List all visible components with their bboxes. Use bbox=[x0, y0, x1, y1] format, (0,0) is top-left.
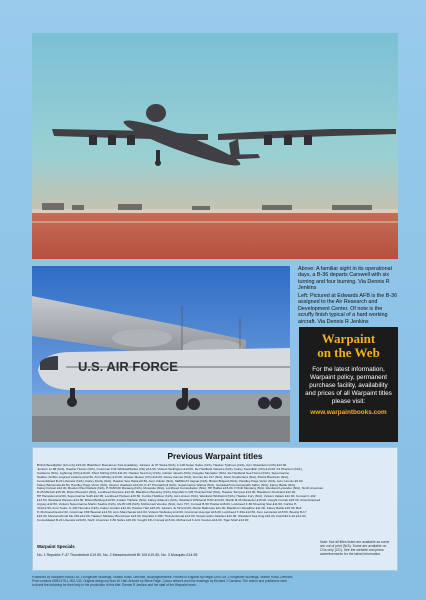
footer-line: Published by Warpaint Books Ltd, 3 Kingfisher Buildings, Station Road, Denham, Buckinghamshire. Printed in England by Regal Litho Ltd, 3 Kingfisher Buildings, Station Road, Denham bbox=[32, 576, 293, 579]
promo-title-line1: Warpaint bbox=[321, 331, 376, 346]
titles-line: Consolidated B-24 Liberator (N/A), Fairey Firefly (N/A), Hawker Sea Hawk £9.50, Avro Vulcan (N/A), SEPECAT Jaguar (N/A), Bristol Brigand (N/A), Handley Page Victor (N/A), Avro Lincoln £9.00, bbox=[37, 478, 304, 483]
publisher-footer bbox=[32, 576, 398, 594]
usaf-fuselage-marking: U.S. AIR FORCE bbox=[78, 359, 178, 374]
titles-line: £14.50, Westland Wessex £14.50, Bristol Bulldog £10.50, Fokker Triplane (N/A), Fairey Albacore (N/A), Westland Whirlwind HAR £13.00, Martin B-26 Marauder £15.00, Vought Corsair £15.00, Airco/Airspeed bbox=[37, 498, 321, 503]
previous-titles-heading: Previous Warpaint titles bbox=[167, 451, 263, 461]
b36-ground-image bbox=[32, 266, 290, 442]
previous-titles-list bbox=[37, 464, 393, 539]
warpaint-web-promo bbox=[299, 327, 398, 442]
titles-line: HP Hampden £12.00, Supermarine Swift £12.00, Lockheed Hudson £16.50, Curtiss Helldiver (N/A), Avro Anson (N/A), Westland Whirlwind (N/A), Hawker Fury (N/A), Vickers Valiant £12.00, Convair F-102 bbox=[37, 494, 316, 499]
promo-body: For the latest information, Warpaint policy, permanent purchase facility, availability and prices of all Warpaint titles please visit: bbox=[305, 366, 392, 405]
titles-line: Argosy £12.50, Vickers Supermarine Martin Seafire (N/A), Me Bf 109 (N/A), McDonnell Voodoo (N/A), Avro 707, Convair B-58 Hustler £16.00, Lockheed F-80 Shooting Star £11.50, Curtiss P- bbox=[37, 502, 298, 507]
availability-note: Note: Not all titles listed are available as some are out of print (N/A). Some are available on CDs only (CD). See the website and press advertisements for the latest information. bbox=[320, 540, 390, 557]
promo-url-link[interactable]: www.warpaintbooks.com bbox=[310, 409, 387, 416]
b36-takeoff-image bbox=[32, 33, 398, 259]
caption-left-photo: Left: Pictured at Edwards AFB is the B-36 assigned to the Air Research and Development Center. Of note is the scruffy finish typical of a hard working aircraft. Via Dennis R Jenkins bbox=[298, 293, 398, 325]
titles-line: Seafire (Griffon engined variants) £12.00, Avro Whitley £13.00, Gloster Meteor (CD) £16.00, Fairey Gannet (N/A), Dornier Do 217 (N/A), Short Sunderland (N/A), Bristol Blenheim (N/A), bbox=[37, 474, 289, 479]
titles-line: Fairey Barracuda £9.50, Handley Page Victor (N/A), Gloster Gladiator £13.00, P-47 Thunderbolt (N/A), Supermarine Walrus (N/A), Canadair/Commonwealth Sabre (N/A), Fairey Battle (N/A), bbox=[37, 482, 297, 487]
caption-top-photo: Above: A familiar sight in its operational days, a B-36 departs Carswell with six turning and four burning. Via Dennis R Jenkins bbox=[298, 266, 392, 292]
titles-line: British Beaufighter (£3 only) £15.00, Blackburn Buccaneer (Not Available), Junkers Ju 87 Stuka (N/A), F-100 Super Sabre (N/A), Hawker Typhoon (N/A), Avro Shackleton (CD) £13.00, bbox=[37, 464, 288, 467]
footer-line: to thank the following for their help in the production of this title: Dennis R Jenkins and the staff of the Warpaint team. bbox=[32, 582, 197, 587]
titles-line: £16.00, Messerschmitt Me 262 £12.00, Hawker Siddeley Buccaneer £13.00, Republic F-84F Thunderstreak £12.00, Supermarine Attacker £12.00, Westland Sea King £16.00, Fairchild A-10 £12.00, bbox=[37, 513, 307, 518]
titles-line: Junkers Ju 88 (N/A), Hawker Hunter (N/A), Grumman F4F Wildcat/Martlet (CD) £13.00, Vickers Wellington £13.00, De Havilland Vampire (N/A), Fairey Swordfish (CD) £13.00, F4 Phantom (N/A), bbox=[37, 466, 303, 471]
promo-title bbox=[299, 332, 398, 360]
b36-ground-photo bbox=[32, 266, 290, 442]
warpaint-specials-list: No. 1 Republic F-47 Thunderbolt £19.50, No. 2 Messerschmitt Bf 109 £19.50, No. 3 Mosquito £14.95 bbox=[37, 553, 198, 557]
previous-titles-box bbox=[32, 447, 398, 571]
titles-line: Canberra (N/A), Lightning (CD) £16.00, Short Stirling (CD) £11.00, Hawker Sea Fury (N/A), Gloster Javelin (N/A), Douglas Skyraider (N/A), De Havilland Sea Hornet (N/A), Supermarine bbox=[37, 470, 290, 475]
titles-line: Consolidated B-24 Liberator £20.00, North American F-86 Sabre £16.00, Vought F4U Corsair £15.00, McDonnell F-101 Voodoo £14.00, Tiger Moth £14.00 bbox=[37, 517, 249, 522]
promo-title-line2: on the Web bbox=[317, 345, 380, 360]
b36-takeoff-photo bbox=[32, 33, 398, 259]
titles-line: P-39 Airacobra £12.00, Grumman F8F Bearcat £14.50, Avro Manchester £12.00, Vickers Wellesley £12.00, Grumman Avenger £16.00, Lockheed T-33A £12.50, Avro Lancaster £15.50, Boeing B-17 bbox=[37, 509, 307, 514]
titles-line: Fairey Fulmar £12.00, Boulton Paul Defiant (N/A), P-51B/C/D Mustang (N/A), Mosquito (N/A), Lockheed Constellation (N/A), HP Halifax £15.00, P-51D Mustang (N/A), Westland Lysander (N/A), North American bbox=[37, 486, 324, 491]
footer-line: Print contains ISBN 978-1-902-143. Original design by Alan W. Hall. Artwork by Steve Page, Colour artwork and line drawings by Richard J Caruana. The author and publishers wish bbox=[32, 578, 287, 583]
titles-line: 40 £12.50, Avro Tudor, C-130 Hercules (N/A), Fairey Gordon £12.00, Hawker Hart £15.00, Junkers Ju 52 £12.00, Martin Baltimore £11.00, Blackburn Skua/Roc £11.00, Fairey Battle £15.00, Bell bbox=[37, 505, 302, 510]
warpaint-specials-heading: Warpaint Specials bbox=[37, 544, 75, 549]
titles-line: B-25 Mitchell £15.00, Bristol Beaufort (N/A), Lockheed Neptune £13.00, Blackburn Beverley (N/A), Republic F-105 Thunderchief (N/A), Hawker Tempest £13.00, Blackburn Firebrand £12.00, bbox=[37, 490, 297, 495]
